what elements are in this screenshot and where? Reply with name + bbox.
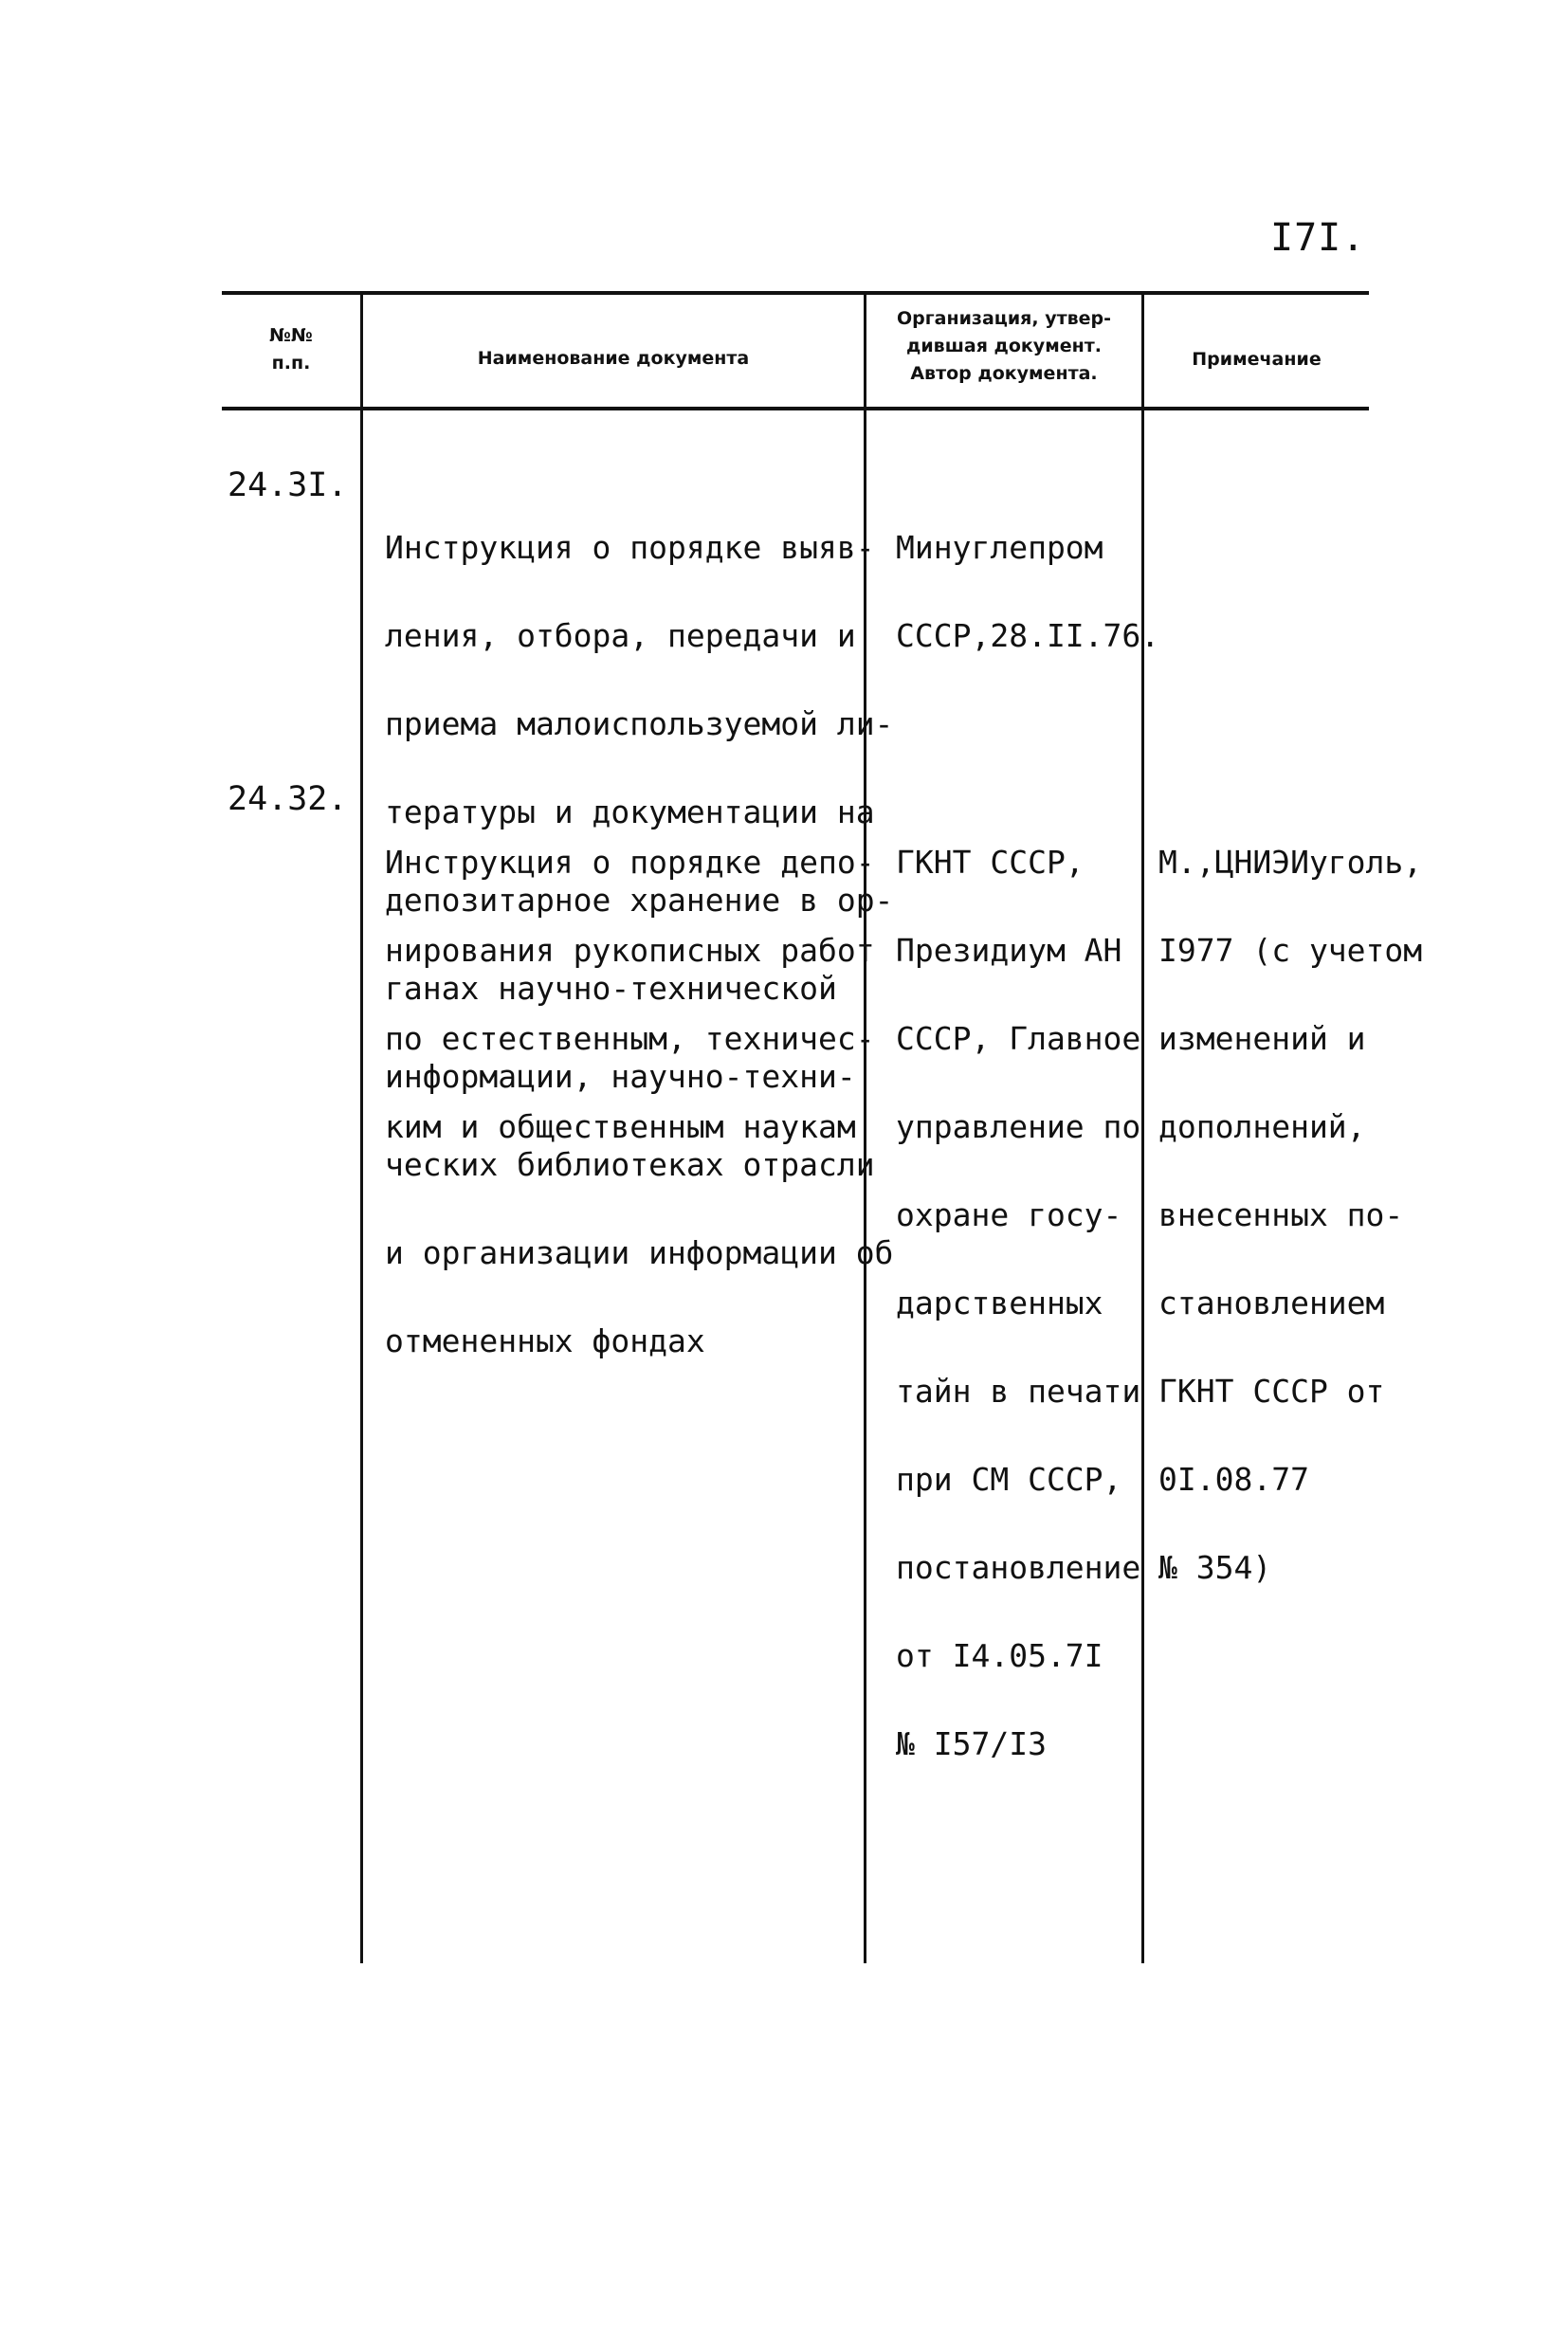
row-24-32-note: М.,ЦНИЭИуголь, I977 (с учетом изменений и дополнений, внесенных по- становлением ГКНТ СССР от 0I.08.77 № 354) [1158,844,1423,1586]
row-24-32-organization: ГКНТ СССР, Президиум АН СССР, Главное управление по охране госу- дарственных тайн в печати при СМ СССР, постановление от I4.05.7I № I57/I3 [896,844,1141,1762]
page-number: I7I. [1270,216,1366,260]
row-24-31-organization: Минуглепром СССР,28.II.76. [896,529,1160,654]
row-24-31-name: Инструкция о порядке выяв- ления, отбора, передачи и приема малоиспользуемой ли- тературы и документации на депозитарное хранение в ор- ганах научно-технической информации, научно-техни- ческих библиотеках отрасли и организации информации об отмененных фондах [385,529,894,1359]
header-name: Наименование документа [477,348,750,369]
table-header-rule [222,407,1369,410]
row-24-32-number: 24.32. [228,780,348,818]
column-divider-1 [360,295,363,1963]
row-24-31-number: 24.3I. [228,466,348,504]
row-24-32-name: Инструкция о порядке депо- нирования рукописных работ по естественным, техничес- ким и общественным наукам [385,844,875,1145]
table-top-rule [222,291,1369,295]
header-note: Примечание [1192,349,1322,370]
header-number: №№ п.п. [269,325,313,374]
header-organization: Организация, утвер- дившая документ. Автор документа. [896,308,1112,384]
